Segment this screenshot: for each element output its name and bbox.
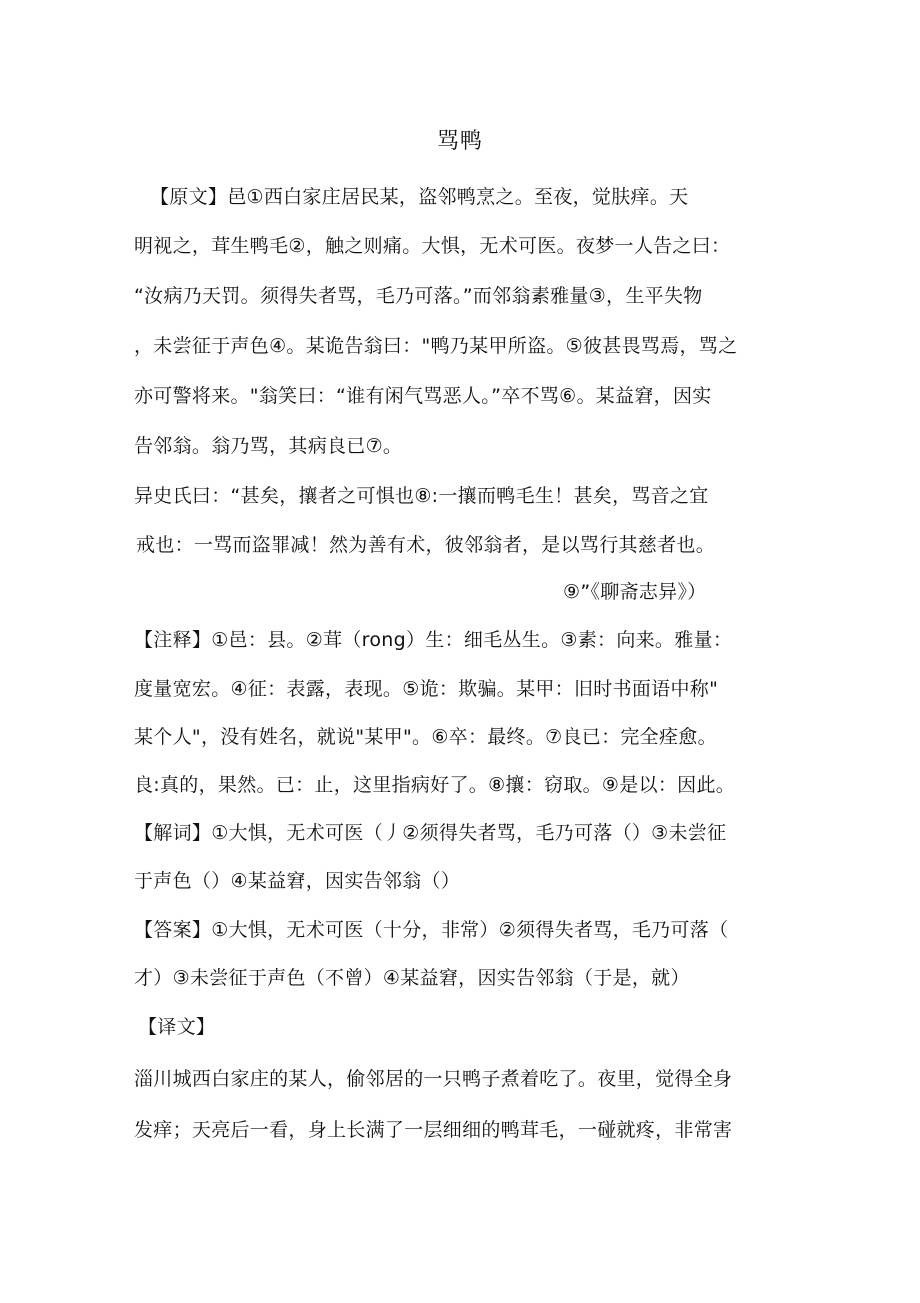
translation-line-1: 淄川城西白家庄的某人，偷邻居的一只鸭子煮着吃了。夜里，觉得全身 xyxy=(134,1068,733,1090)
annotation-line-3: 某个人"，没有姓名，就说"某甲"。⑥卒：最终。⑦良已：完全痊愈。 xyxy=(134,726,717,748)
text-line-6: 告邻翁。翁乃骂，其病良已⑦。 xyxy=(134,435,403,457)
exercise-line-2: 于声色（）④某益窘，因实告邻翁（） xyxy=(134,870,461,892)
text-line-2: 明视之，茸生鸭毛②，触之则痛。大惧，无术可医。夜梦一人告之曰： xyxy=(134,235,731,257)
answer-line-2: 才）③未尝征于声色（不曾）④某益窘，因实告邻翁（于是，就） xyxy=(134,967,690,989)
text-line-4: ，未尝征于声色④。某诡告翁曰："鸭乃某甲所盗。⑤彼甚畏骂焉，骂之 xyxy=(134,335,738,357)
annotation-line-4: 良:真的，果然。已：止，这里指病好了。⑧攘：窃取。⑨是以：因此。 xyxy=(134,774,736,796)
text-line-8: 戒也：一骂而盗罪减！然为善有术，彼邻翁者，是以骂行其慈者也。 xyxy=(136,534,716,556)
annotation-line-2: 度量宽宏。④征：表露，表现。⑤诡：欺骗。某甲：旧时书面语中称" xyxy=(134,678,719,700)
text-line-3: “汝病乃天罚。须得失者骂，毛乃可落。”而邻翁素雅量③，生平失物 xyxy=(134,285,703,307)
text-line-1: 【原文】邑①西白家庄居民某，盗邻鸭烹之。至夜，觉肤痒。天 xyxy=(150,186,689,208)
translation-heading: 【译文】 xyxy=(138,1016,216,1038)
text-line-5: 亦可警将来。"翁笑曰：“谁有闲气骂恶人。”卒不骂⑥。某益窘，因实 xyxy=(134,385,712,407)
text-line-9: ⑨”《聊斋志异》） xyxy=(563,581,707,603)
answer-line-1: 【答案】①大惧，无术可医（十分，非常）②须得失者骂，毛乃可落（ xyxy=(134,919,729,941)
exercise-line-1: 【解词】①大惧，无术可医（丿②须得失者骂，毛乃可落（）③未尝征 xyxy=(134,822,727,844)
text-line-7: 异史氏曰：“甚矣，攘者之可惧也⑧:一攘而鸭毛生！甚矣，骂音之宜 xyxy=(134,485,709,507)
translation-line-2: 发痒；天亮后一看，身上长满了一层细细的鸭茸毛，一碰就疼，非常害 xyxy=(134,1119,733,1141)
page-title: 骂鸭 xyxy=(436,129,483,154)
annotation-line-1: 【注释】①邑：县。②茸（rong）生：细毛丛生。③素：向来。雅量： xyxy=(134,629,733,651)
